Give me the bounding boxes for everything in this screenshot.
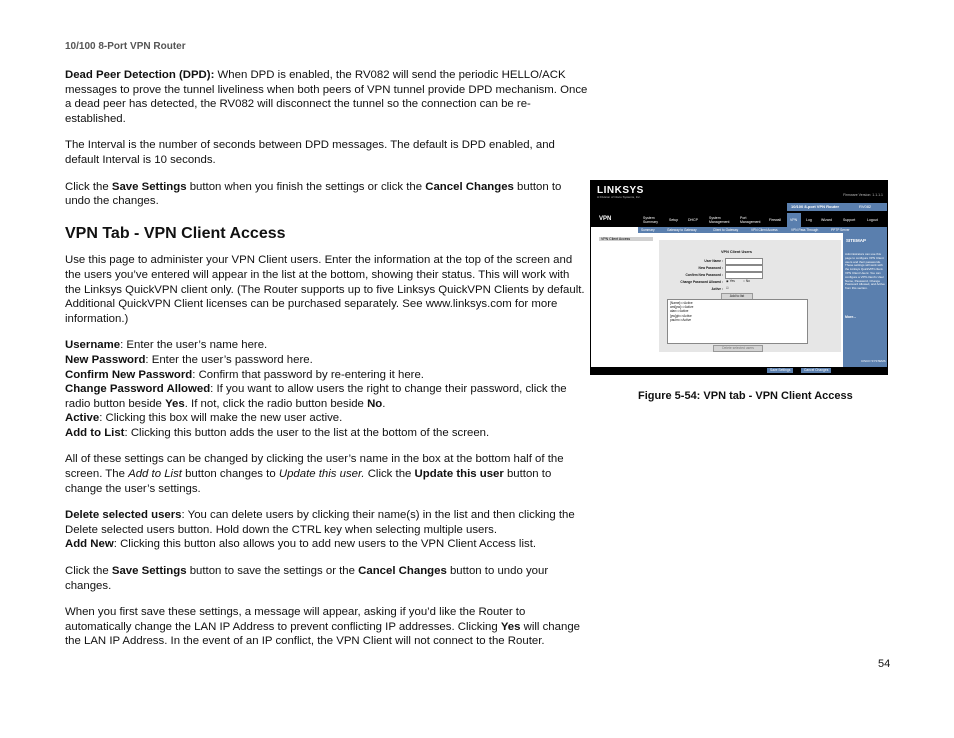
save-paragraph [65, 180, 588, 209]
term: Username [65, 339, 121, 352]
nav-setup: Setup [669, 218, 679, 222]
delete-paragraph [65, 508, 588, 552]
list-item: ami[pw]=>Active [670, 305, 694, 310]
subnav-vpn-client-access: VPN Client Access [751, 228, 778, 232]
text: : You can delete users by clicking their name(s) in the list and then clicking the Delete selected users button. Hold down the CTRL key when selecting multiple users. [65, 509, 575, 536]
term: Confirm New Password [65, 368, 193, 381]
sitemap-link: SITEMAP [846, 238, 867, 243]
radio-no-label: No [745, 279, 750, 283]
more-link: More... [845, 315, 857, 319]
def-new-password [65, 353, 588, 368]
def-username [65, 338, 588, 353]
radio-yes-label: Yes [729, 279, 735, 283]
term: Delete selected users [65, 509, 182, 522]
new-password-input [725, 265, 763, 272]
text: button to undo the changes. [65, 180, 562, 208]
text: : Clicking this button also allows you to add new users to the VPN Client Access list. [113, 538, 537, 551]
subnav-summary: Summary [641, 228, 655, 232]
italic-term: Update this user. [278, 468, 365, 481]
figure-caption: Figure 5-54: VPN tab - VPN Client Access [638, 390, 853, 402]
list-item: [pw]gb=>Active [670, 313, 692, 318]
def-add-to-list [65, 426, 588, 441]
def-confirm-password [65, 368, 588, 383]
save-settings-button: Save Settings [767, 368, 793, 373]
cisco-logo: CISCO SYSTEMS [861, 359, 886, 363]
term: Update this user [414, 468, 504, 481]
text: Click the [65, 180, 112, 193]
figure-screenshot [590, 180, 888, 375]
confirm-password-input [725, 272, 763, 279]
nav-port-management: Port Management [740, 216, 761, 224]
term-dpd: Dead Peer Detection (DPD): [65, 69, 215, 81]
interval-paragraph: The Interval is the number of seconds between DPD messages. The default is DPD enabled, and default Interval is 10 seconds. [65, 139, 555, 166]
subnav-client-to-gateway: Client to Gateway [713, 228, 739, 232]
text: : Clicking this box will make the new user active. [99, 412, 343, 425]
text: button to change the user’s settings. [65, 468, 552, 495]
term: New Password [65, 353, 146, 366]
term: Active [65, 412, 100, 425]
text: : Enter the user’s name here. [120, 339, 268, 352]
subnav-pptp-server: PPTP Server [831, 228, 850, 232]
running-header: 10/100 8-Port VPN Router [65, 41, 186, 52]
text: : Enter the user’s password here. [145, 353, 313, 366]
def-active [65, 411, 588, 426]
section-heading: VPN Tab - VPN Client Access [65, 224, 286, 242]
text: : If you want to allow users the right to change their password, click the radio button beside [65, 383, 567, 410]
subnav-gateway-to-gateway: Gateway to Gateway [667, 228, 697, 232]
nav-dhcp: DHCP [688, 218, 698, 222]
term: Cancel Changes [358, 565, 447, 578]
form-title: VPN Client Users [721, 250, 753, 254]
dpd-text: When DPD is enabled, the RV082 will send the periodic HELLO/ACK messages to prove the tunnel liveliness when both peers of VPN tunnel provide DPD mechanism. Once a dead peer has detected, the RV082 will disconnect the tunnel so the connection can be re-established. [65, 69, 588, 125]
radio-no: ○ No [743, 279, 750, 283]
page-label: VPN Client Access [599, 237, 653, 241]
nav-system-summary: System Summary [643, 216, 658, 224]
label-active: Active : [711, 287, 723, 291]
model-number: RV082 [859, 204, 872, 209]
list-item: alan=>Active [670, 309, 689, 314]
list-item: [Name]=>Active [670, 301, 693, 305]
help-text: Administrators can use this page to configure VPN Client users and their passwords. These settings will work with the Linksys QuickVPN client. VPN Client Users: You can configure a VPN client's User Name, Password, Change Password Allowed, and Active from this section. [845, 252, 885, 291]
text: Click the [65, 565, 112, 578]
firmware-version: Firmware Version: 1.1.1.1 [843, 193, 883, 197]
text: : Confirm that password by re-entering it here. [192, 368, 424, 381]
text: Click the [364, 468, 415, 481]
update-paragraph [65, 452, 588, 496]
text: button when you finish the settings or click the [186, 180, 426, 193]
label-new-password: New Password : [698, 266, 723, 270]
subnav-vpn-pass-through: VPN Pass Through [791, 228, 819, 232]
list-item: paulm=>Active [670, 317, 692, 322]
save-settings-term: Save Settings [111, 180, 187, 193]
model-name: 10/100 8-port VPN Router [791, 204, 840, 209]
section-label: VPN [599, 216, 612, 222]
nav-firewall: Firewall [769, 218, 782, 222]
text: button changes to [181, 468, 279, 481]
text: When you first save these settings, a message will appear, asking if you’d like the Router to automatically change the LAN IP Address to prevent conflicting IP addresses. Clicking [65, 606, 526, 633]
term: Add New [65, 538, 114, 551]
term: Change Password Allowed [65, 383, 211, 396]
term: Yes [500, 620, 521, 633]
figure-bottom-bar [591, 367, 887, 374]
add-to-list-button: Add to list [721, 293, 753, 300]
text: will change the LAN IP Address. In the event of an IP conflict, the VPN Client will not connect to the Router. [65, 620, 580, 648]
linksys-logo: LINKSYS [597, 185, 644, 196]
user-list [667, 299, 808, 344]
intro-paragraph: Use this page to administer your VPN Client users. Enter the information at the top of the screen and the users you’ve entered will appear in the list at the bottom, showing their status. This will work with the Linksys QuickVPN client only. (The Router supports up to five Linksys QuickVPN Clients by default. Additional QuickVPN Client licenses can be purchased separately. See www.linksys.com for more information.) [65, 254, 585, 325]
text: . If not, click the radio button beside [184, 397, 368, 410]
active-checkbox: ☑ [726, 286, 729, 290]
label-confirm-password: Confirm New Password : [685, 273, 723, 277]
radio-yes: ◉ Yes [726, 279, 735, 283]
term: Yes [165, 397, 185, 410]
logo-subtitle: A Division of Cisco Systems, Inc. [597, 195, 641, 199]
nav-wizard: Wizard [821, 218, 832, 222]
nav-vpn: VPN [790, 218, 798, 222]
term: Add to List [65, 426, 125, 439]
italic-term: Add to List [128, 468, 182, 481]
lan-ip-paragraph [65, 605, 588, 649]
nav-system-management: System Management [709, 216, 730, 224]
text: button to undo your changes. [65, 565, 549, 592]
def-change-password [65, 382, 588, 411]
nav-log: Log [806, 218, 812, 222]
body-text [65, 68, 588, 661]
cancel-changes-term: Cancel Changes [425, 180, 514, 193]
text: : Clicking this button adds the user to the list at the bottom of the screen. [124, 426, 490, 439]
dpd-paragraph [65, 68, 588, 126]
cancel-changes-button: Cancel Changes [801, 368, 831, 373]
label-change-password: Change Password Allowed : [680, 280, 723, 284]
nav-support: Support [843, 218, 856, 222]
username-input [725, 258, 763, 265]
term: No [367, 397, 383, 410]
text: All of these settings can be changed by clicking the user’s name in the box at the bottom half of the screen. The [65, 453, 564, 481]
save-paragraph-2 [65, 564, 588, 593]
label-username: User Name : [704, 259, 723, 263]
nav-logout: Logout [867, 218, 878, 222]
text: button to save the settings or the [186, 565, 359, 578]
delete-selected-button: Delete selected users [713, 345, 763, 352]
text: . [382, 397, 386, 410]
page-number: 54 [878, 658, 891, 670]
term: Save Settings [111, 565, 187, 578]
